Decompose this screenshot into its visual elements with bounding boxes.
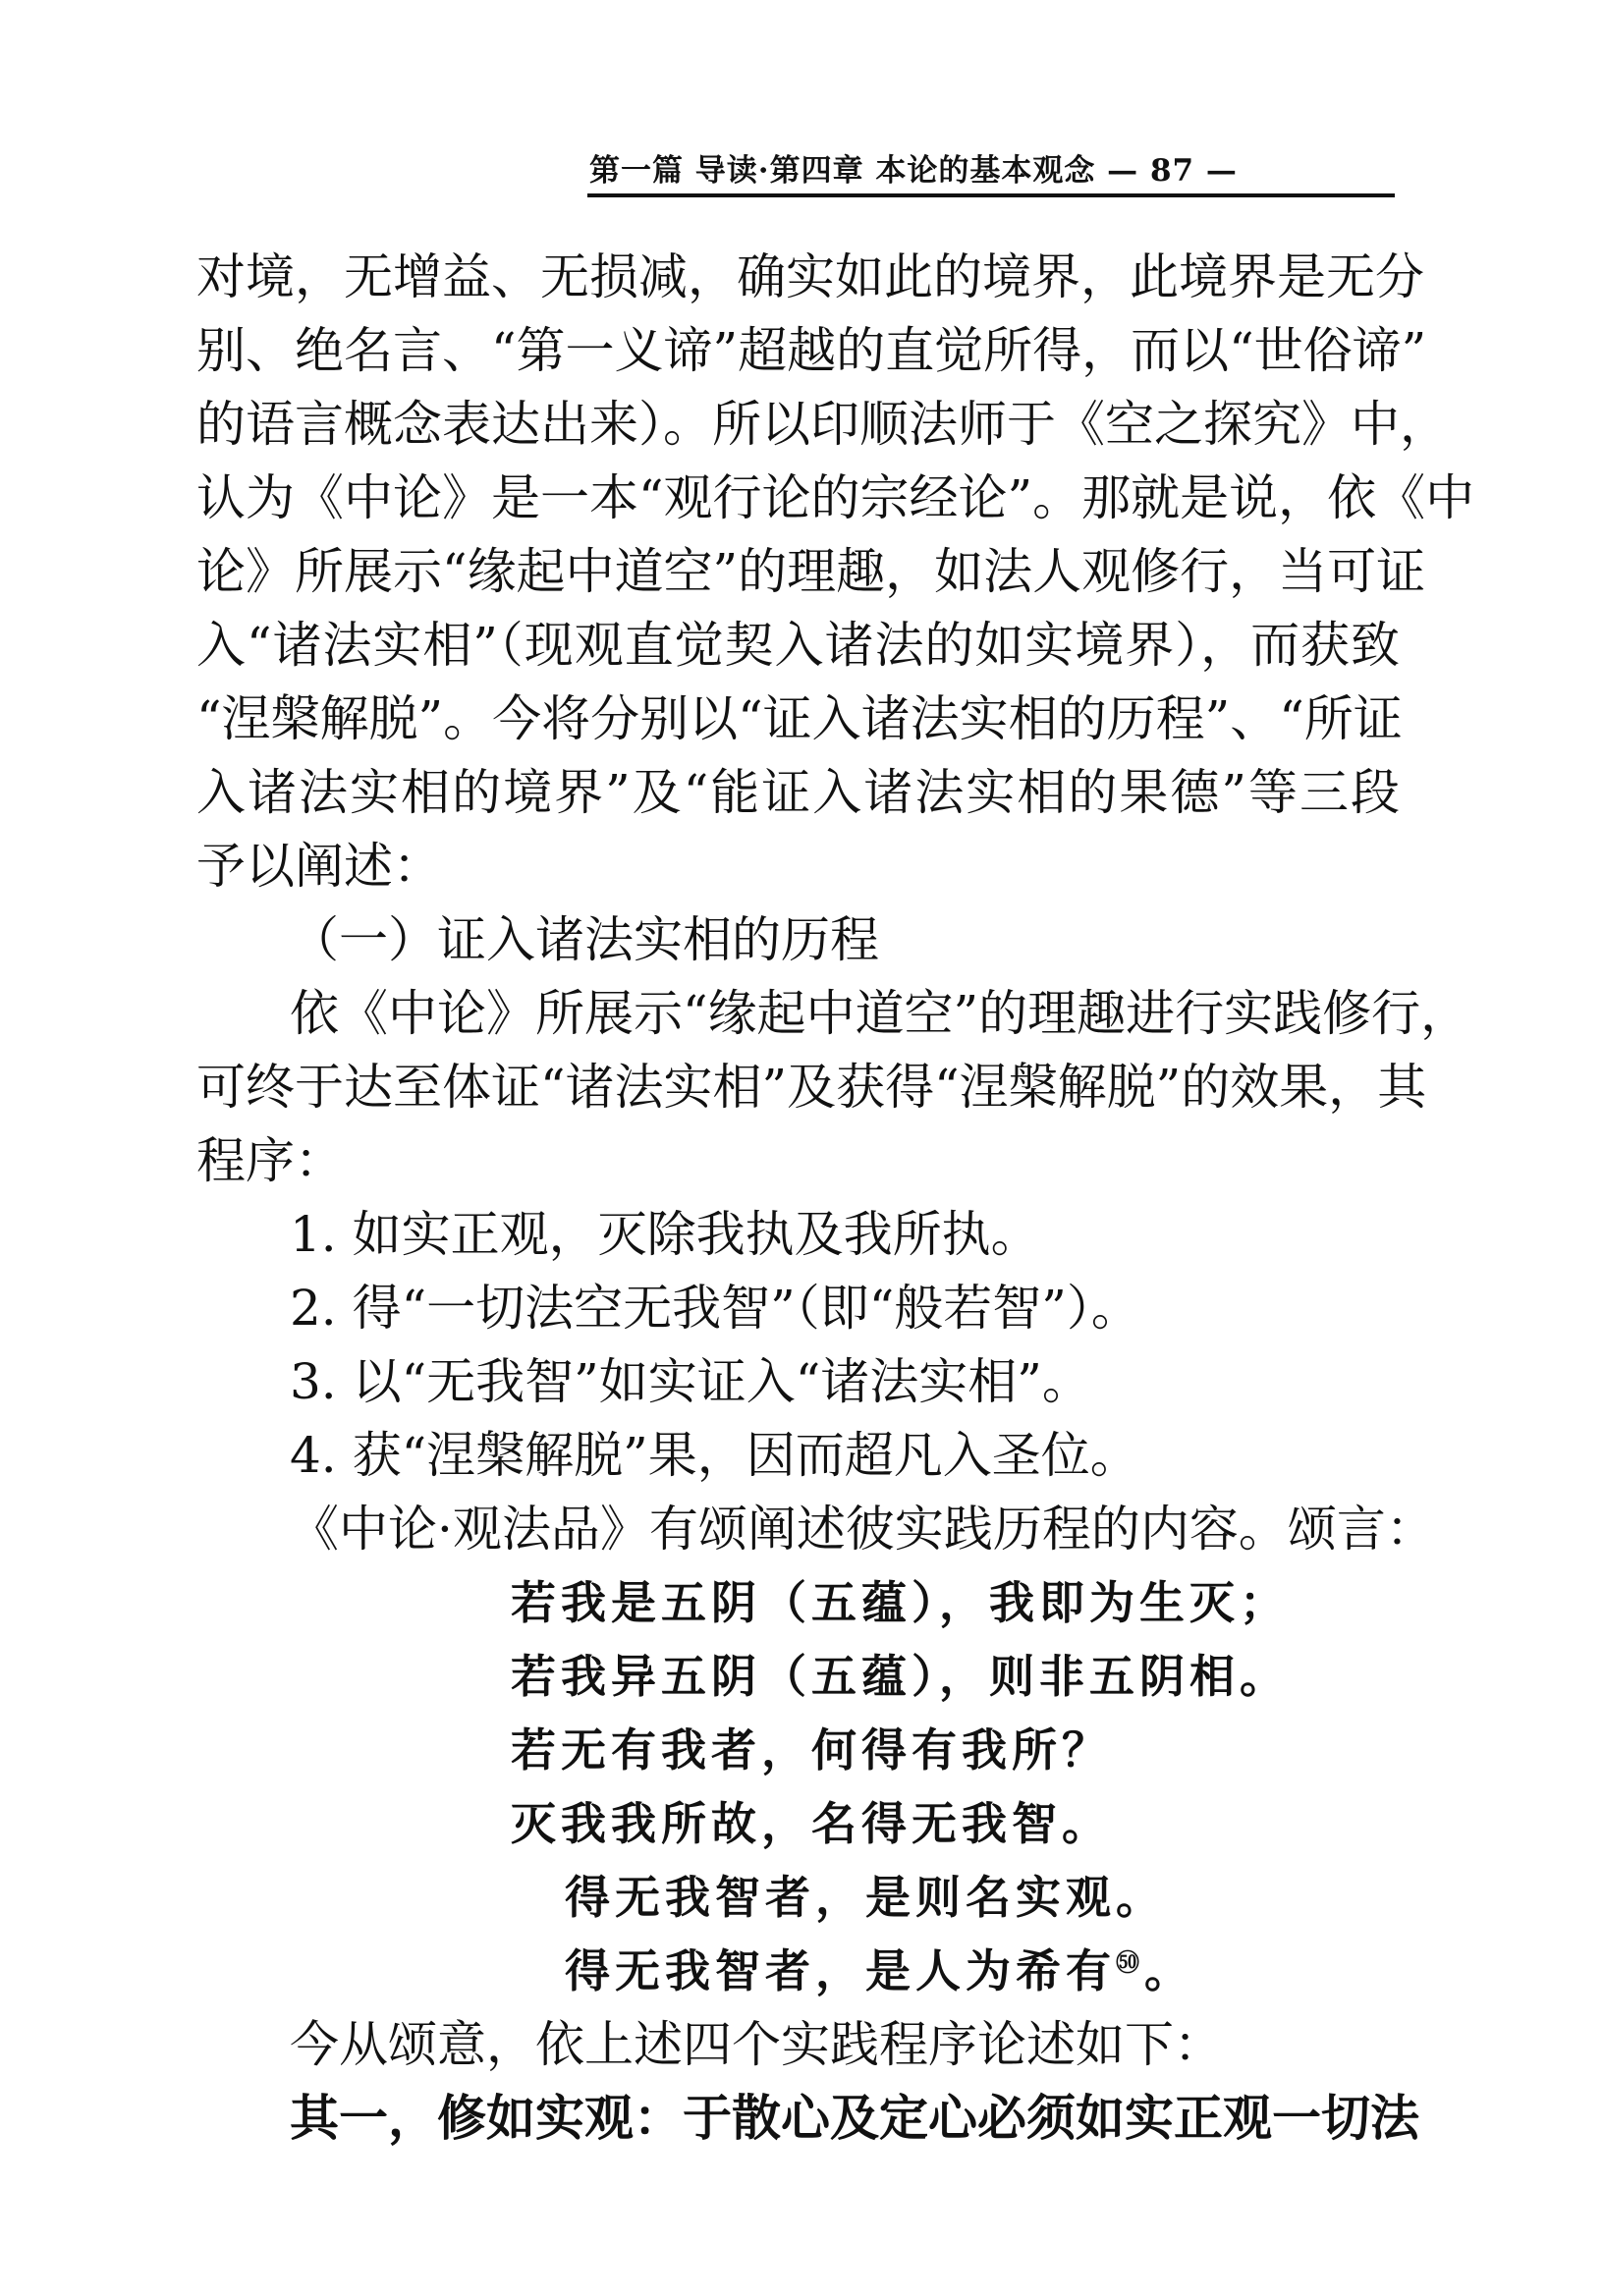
verse-line: 灭我我所故，名得无我智。 <box>511 1797 1112 1850</box>
verse-line: 得无我智者，是则名实观。 <box>565 1871 1166 1924</box>
text-line: 论》所展示“缘起中道空”的理趣，如法人观修行，当可证 <box>196 543 1426 600</box>
verse-line: 若无有我者，何得有我所？ <box>511 1723 1112 1777</box>
text-line: 入诸法实相的境界”及“能证入诸法实相的果德”等三段 <box>196 764 1400 821</box>
verse-intro: 《中论·观法品》有颂阐述彼实践历程的内容。颂言： <box>290 1501 1435 1558</box>
text-line: “涅槃解脱”。今将分别以“证入诸法实相的历程”、“所证 <box>196 690 1403 747</box>
text-line: 的语言概念表达出来）。所以印顺法师于《空之探究》中， <box>196 396 1449 453</box>
text-line: 予以阐述： <box>196 838 442 895</box>
verse-punct: 。 <box>1144 1944 1194 1997</box>
header-rule <box>587 193 1395 197</box>
text-line: 可终于达至体证“诸法实相”及获得“涅槃解脱”的效果，其 <box>196 1059 1427 1116</box>
text-line: 对境，无增益、无损减，确实如此的境界，此境界是无分 <box>196 248 1424 305</box>
verse-line: 若我异五阴（五蕴），则非五阴相。 <box>511 1650 1290 1703</box>
text-line: 别、绝名言、“第一义谛”超越的直觉所得，而以“世俗谛” <box>196 322 1427 379</box>
text-line: 认为《中论》是一本“观行论的宗经论”。那就是说，依《中 <box>196 469 1475 526</box>
section-title: （一）证入诸法实相的历程 <box>290 911 879 968</box>
text-line: 程序： <box>196 1132 344 1189</box>
footnote-marker: ㊿ <box>1116 1947 1144 1977</box>
step-item: 2. 得“一切法空无我智”（即“般若智”）。 <box>290 1280 1140 1337</box>
step-item: 1. 如实正观，灭除我执及我所执。 <box>290 1206 1040 1263</box>
verse-line <box>565 1941 1194 2000</box>
running-header: 第一篇 导读·第四章 本论的基本观念 — 87 — <box>589 153 1238 189</box>
verse-line: 若我是五阴（五蕴），我即为生灭； <box>511 1576 1290 1629</box>
text-line: 依《中论》所展示“缘起中道空”的理趣进行实践修行， <box>290 985 1470 1042</box>
step-item: 3. 以“无我智”如实证入“诸法实相”。 <box>290 1353 1091 1410</box>
text-line: 今从颂意，依上述四个实践程序论述如下： <box>290 2016 1223 2073</box>
text-line: 其一，修如实观：于散心及定心必须如实正观一切法 <box>290 2089 1419 2147</box>
verse-text: 得无我智者，是人为希有 <box>565 1944 1116 1997</box>
step-item: 4. 获“涅槃解脱”果，因而超凡入圣位。 <box>290 1427 1139 1484</box>
text-line: 入“诸法实相”（现观直觉契入诸法的如实境界），而获致 <box>196 617 1400 674</box>
